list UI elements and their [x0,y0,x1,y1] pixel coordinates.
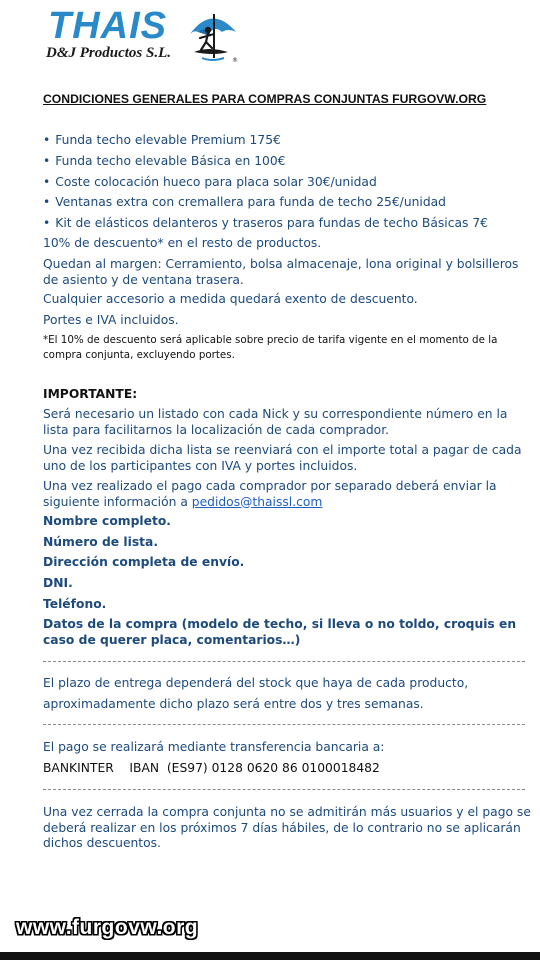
price-item: • Ventanas extra con cremallera para funda de techo 25€/unidad [43,195,533,211]
required-field: DNI. [43,576,73,590]
required-field: Datos de la compra (modelo de techo, si lleva o no toldo, croquis en caso de querer placa, comentarios…) [43,617,517,647]
required-field: Dirección completa de envío. [43,555,245,569]
payment-instructions: Una vez realizado el pago cada comprador por separado deberá enviar la siguiente información a [43,479,497,509]
bank-account: BANKINTER IBAN (ES97) 0128 0620 86 0100018482 [43,761,380,775]
section-divider [43,789,525,790]
required-field: Teléfono. [43,597,107,611]
surfer-umbrella-icon [184,8,240,64]
logo-name: THAIS [48,5,167,47]
svg-text:®: ® [232,57,238,64]
document-title: CONDICIONES GENERALES PARA COMPRAS CONJUNTAS FURGOVW.ORG [43,92,487,106]
shipping-note: Portes e IVA incluidos. [43,313,179,327]
company-logo [44,6,244,66]
discount-line: 10% de descuento* en el resto de productos. [43,236,322,250]
required-field: Nombre completo. [43,514,171,528]
delivery-line-1: El plazo de entrega dependerá del stock que haya de cada producto, [43,676,469,690]
section-divider [43,661,525,662]
price-item: • Coste colocación hueco para placa solar 30€/unidad [43,175,533,191]
important-heading: IMPORTANTE: [43,387,138,401]
price-item: • Funda techo elevable Básica en 100€ [43,154,533,170]
section-divider [43,724,525,725]
email-link[interactable]: pedidos@thaissl.com [191,494,323,509]
price-item: • Kit de elásticos delanteros y traseros para fundas de techo Básicas 7€ [43,216,533,232]
important-paragraph-1: Será necesario un listado con cada Nick y su correspondiente número en la lista para facilitarnos la localización de cada comprador. [43,407,508,437]
required-field: Número de lista. [43,535,159,549]
delivery-line-2: aproximadamente dicho plazo será entre dos y tres semanas. [43,697,424,711]
payment-intro: El pago se realizará mediante transferencia bancaria a: [43,740,385,754]
price-item: • Funda techo elevable Premium 175€ [43,133,533,149]
important-paragraph-3 [43,479,533,510]
excluded-items: Quedan al margen: Cerramiento, bolsa almacenaje, lona original y bolsilleros de asiento y de ventana trasera. [43,257,519,287]
discount-footnote: *El 10% de descuento será aplicable sobre precio de tarifa vigente en el momento de la compra conjunta, excluyendo portes. [43,334,498,361]
logo-subtitle: D&J Productos S.L. [46,45,172,61]
closing-note: Una vez cerrada la compra conjunta no se admitirán más usuarios y el pago se deberá realizar en los próximos 7 días hábiles, de lo contrario no se aplicarán dichos descuentos. [43,805,531,850]
important-paragraph-2: Una vez recibida dicha lista se reenviará con el importe total a pagar de cada uno de los participantes con IVA y portes incluidos. [43,443,522,473]
accessory-note: Cualquier accesorio a medida quedará exento de descuento. [43,292,418,306]
bottom-bar [0,952,540,960]
site-watermark: www.furgovw.org [16,916,199,939]
